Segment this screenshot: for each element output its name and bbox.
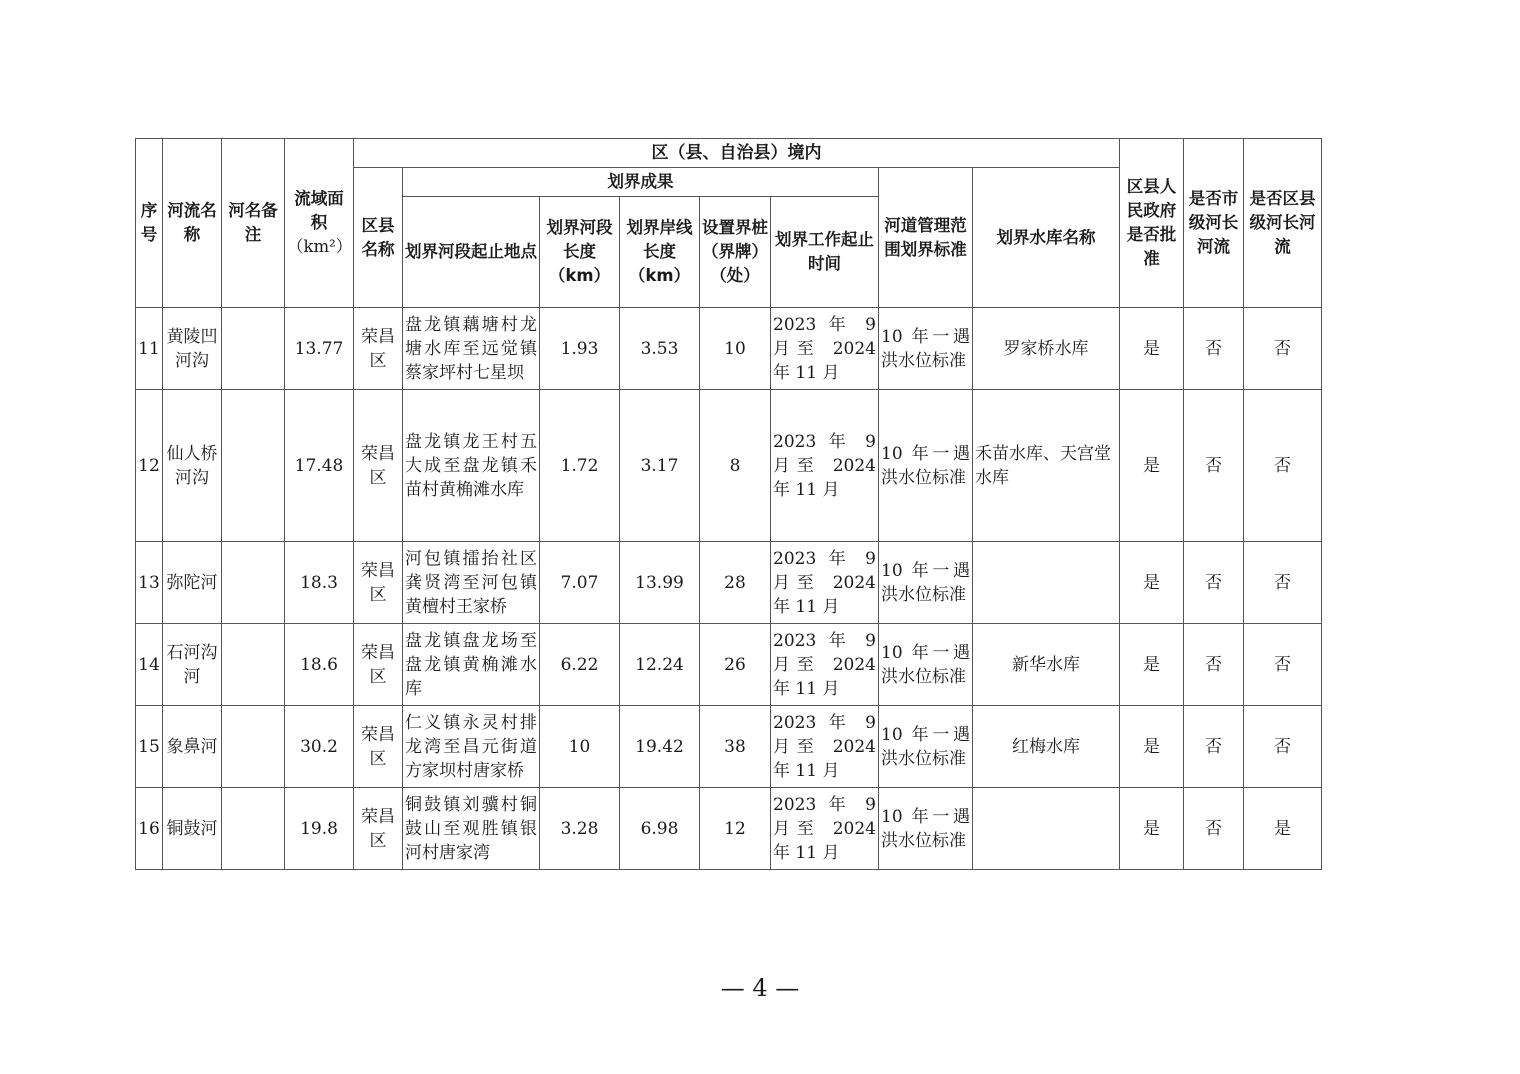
cell-river-name: 象鼻河 [163, 706, 222, 788]
cell-county: 荣昌区 [354, 308, 403, 390]
cell-mgmt-standard: 10 年一遇洪水位标准 [879, 788, 973, 870]
cell-approved: 是 [1120, 624, 1184, 706]
river-demarcation-table [135, 138, 1322, 870]
cell-name-note [222, 390, 285, 542]
cell-river-name: 黄陵凹河沟 [163, 308, 222, 390]
cell-name-note [222, 542, 285, 624]
header-reservoir-name: 划界水库名称 [973, 168, 1120, 308]
header-county-name: 区县名称 [354, 168, 403, 308]
cell-markers: 8 [700, 390, 771, 542]
cell-reservoir: 新华水库 [973, 624, 1120, 706]
cell-city-chief: 否 [1184, 542, 1244, 624]
cell-basin-area: 30.2 [285, 706, 354, 788]
table-row [136, 308, 1322, 390]
cell-endpoints: 铜鼓镇刘骥村铜鼓山至观胜镇银河村唐家湾 [403, 788, 540, 870]
cell-markers: 12 [700, 788, 771, 870]
table-row [136, 788, 1322, 870]
cell-markers: 38 [700, 706, 771, 788]
cell-city-chief: 否 [1184, 788, 1244, 870]
header-shoreline-length: 划界岸线长度（km） [620, 197, 700, 308]
cell-county: 荣昌区 [354, 390, 403, 542]
table-row [136, 390, 1322, 542]
cell-work-period: 2023 年 9 月至 2024 年 11 月 [771, 390, 879, 542]
cell-seq: 13 [136, 542, 163, 624]
header-seq: 序号 [136, 139, 163, 308]
cell-county-chief: 否 [1244, 706, 1322, 788]
cell-approved: 是 [1120, 308, 1184, 390]
header-in-county: 区（县、自治县）境内 [354, 139, 1120, 168]
cell-shoreline-length: 12.24 [620, 624, 700, 706]
header-mgmt-standard: 河道管理范围划界标准 [879, 168, 973, 308]
cell-segment-length: 7.07 [540, 542, 620, 624]
cell-segment-length: 1.93 [540, 308, 620, 390]
cell-basin-area: 19.8 [285, 788, 354, 870]
header-markers: 设置界桩（界牌）（处） [700, 197, 771, 308]
cell-reservoir [973, 542, 1120, 624]
cell-markers: 28 [700, 542, 771, 624]
cell-seq: 14 [136, 624, 163, 706]
table-row [136, 706, 1322, 788]
cell-mgmt-standard: 10 年一遇洪水位标准 [879, 542, 973, 624]
cell-work-period: 2023 年 9 月至 2024 年 11 月 [771, 624, 879, 706]
cell-river-name: 铜鼓河 [163, 788, 222, 870]
cell-reservoir: 罗家桥水库 [973, 308, 1120, 390]
table-row [136, 542, 1322, 624]
cell-work-period: 2023 年 9 月至 2024 年 11 月 [771, 308, 879, 390]
cell-name-note [222, 788, 285, 870]
page-number: — 4 — [720, 974, 800, 1002]
cell-work-period: 2023 年 9 月至 2024 年 11 月 [771, 706, 879, 788]
cell-markers: 10 [700, 308, 771, 390]
header-city-chief: 是否市级河长河流 [1184, 139, 1244, 308]
cell-mgmt-standard: 10 年一遇洪水位标准 [879, 390, 973, 542]
cell-mgmt-standard: 10 年一遇洪水位标准 [879, 624, 973, 706]
cell-segment-length: 10 [540, 706, 620, 788]
cell-river-name: 弥陀河 [163, 542, 222, 624]
cell-endpoints: 盘龙镇盘龙场至盘龙镇黄桷滩水库 [403, 624, 540, 706]
cell-endpoints: 仁义镇永灵村排龙湾至昌元街道方家坝村唐家桥 [403, 706, 540, 788]
cell-basin-area: 18.6 [285, 624, 354, 706]
header-segment-endpoints: 划界河段起止地点 [403, 197, 540, 308]
cell-city-chief: 否 [1184, 308, 1244, 390]
header-approved: 区县人民政府是否批准 [1120, 139, 1184, 308]
cell-segment-length: 3.28 [540, 788, 620, 870]
header-basin-area-unit: （km²） [287, 237, 353, 256]
cell-seq: 15 [136, 706, 163, 788]
header-basin-area-label: 流域面积 [294, 189, 344, 232]
cell-shoreline-length: 3.53 [620, 308, 700, 390]
cell-approved: 是 [1120, 542, 1184, 624]
cell-city-chief: 否 [1184, 706, 1244, 788]
cell-work-period: 2023 年 9 月至 2024 年 11 月 [771, 542, 879, 624]
cell-name-note [222, 706, 285, 788]
cell-seq: 11 [136, 308, 163, 390]
cell-name-note [222, 624, 285, 706]
table-row [136, 624, 1322, 706]
cell-basin-area: 13.77 [285, 308, 354, 390]
cell-basin-area: 17.48 [285, 390, 354, 542]
header-name-note: 河名备注 [222, 139, 285, 308]
cell-shoreline-length: 19.42 [620, 706, 700, 788]
cell-markers: 26 [700, 624, 771, 706]
cell-endpoints: 盘龙镇龙王村五大成至盘龙镇禾苗村黄桷滩水库 [403, 390, 540, 542]
header-segment-length: 划界河段长度（km） [540, 197, 620, 308]
header-demarcation-results: 划界成果 [403, 168, 879, 197]
header-river-name: 河流名称 [163, 139, 222, 308]
cell-shoreline-length: 13.99 [620, 542, 700, 624]
cell-reservoir [973, 788, 1120, 870]
cell-shoreline-length: 3.17 [620, 390, 700, 542]
cell-county: 荣昌区 [354, 542, 403, 624]
cell-county: 荣昌区 [354, 788, 403, 870]
cell-work-period: 2023 年 9 月至 2024 年 11 月 [771, 788, 879, 870]
cell-endpoints: 盘龙镇藕塘村龙塘水库至远觉镇蔡家坪村七星坝 [403, 308, 540, 390]
cell-segment-length: 6.22 [540, 624, 620, 706]
header-basin-area [285, 139, 354, 308]
cell-mgmt-standard: 10 年一遇洪水位标准 [879, 706, 973, 788]
header-work-period: 划界工作起止时间 [771, 197, 879, 308]
cell-county-chief: 否 [1244, 390, 1322, 542]
cell-reservoir: 禾苗水库、天宫堂水库 [973, 390, 1120, 542]
cell-name-note [222, 308, 285, 390]
cell-county-chief: 是 [1244, 788, 1322, 870]
cell-river-name: 石河沟河 [163, 624, 222, 706]
cell-mgmt-standard: 10 年一遇洪水位标准 [879, 308, 973, 390]
cell-county-chief: 否 [1244, 308, 1322, 390]
cell-county-chief: 否 [1244, 542, 1322, 624]
cell-approved: 是 [1120, 788, 1184, 870]
cell-endpoints: 河包镇擂抬社区龚贤湾至河包镇黄檀村王家桥 [403, 542, 540, 624]
cell-city-chief: 否 [1184, 390, 1244, 542]
cell-shoreline-length: 6.98 [620, 788, 700, 870]
cell-segment-length: 1.72 [540, 390, 620, 542]
cell-basin-area: 18.3 [285, 542, 354, 624]
cell-county: 荣昌区 [354, 624, 403, 706]
cell-county: 荣昌区 [354, 706, 403, 788]
cell-river-name: 仙人桥河沟 [163, 390, 222, 542]
cell-approved: 是 [1120, 706, 1184, 788]
cell-approved: 是 [1120, 390, 1184, 542]
cell-seq: 12 [136, 390, 163, 542]
cell-seq: 16 [136, 788, 163, 870]
cell-city-chief: 否 [1184, 624, 1244, 706]
cell-county-chief: 否 [1244, 624, 1322, 706]
header-county-chief: 是否区县级河长河流 [1244, 139, 1322, 308]
cell-reservoir: 红梅水库 [973, 706, 1120, 788]
